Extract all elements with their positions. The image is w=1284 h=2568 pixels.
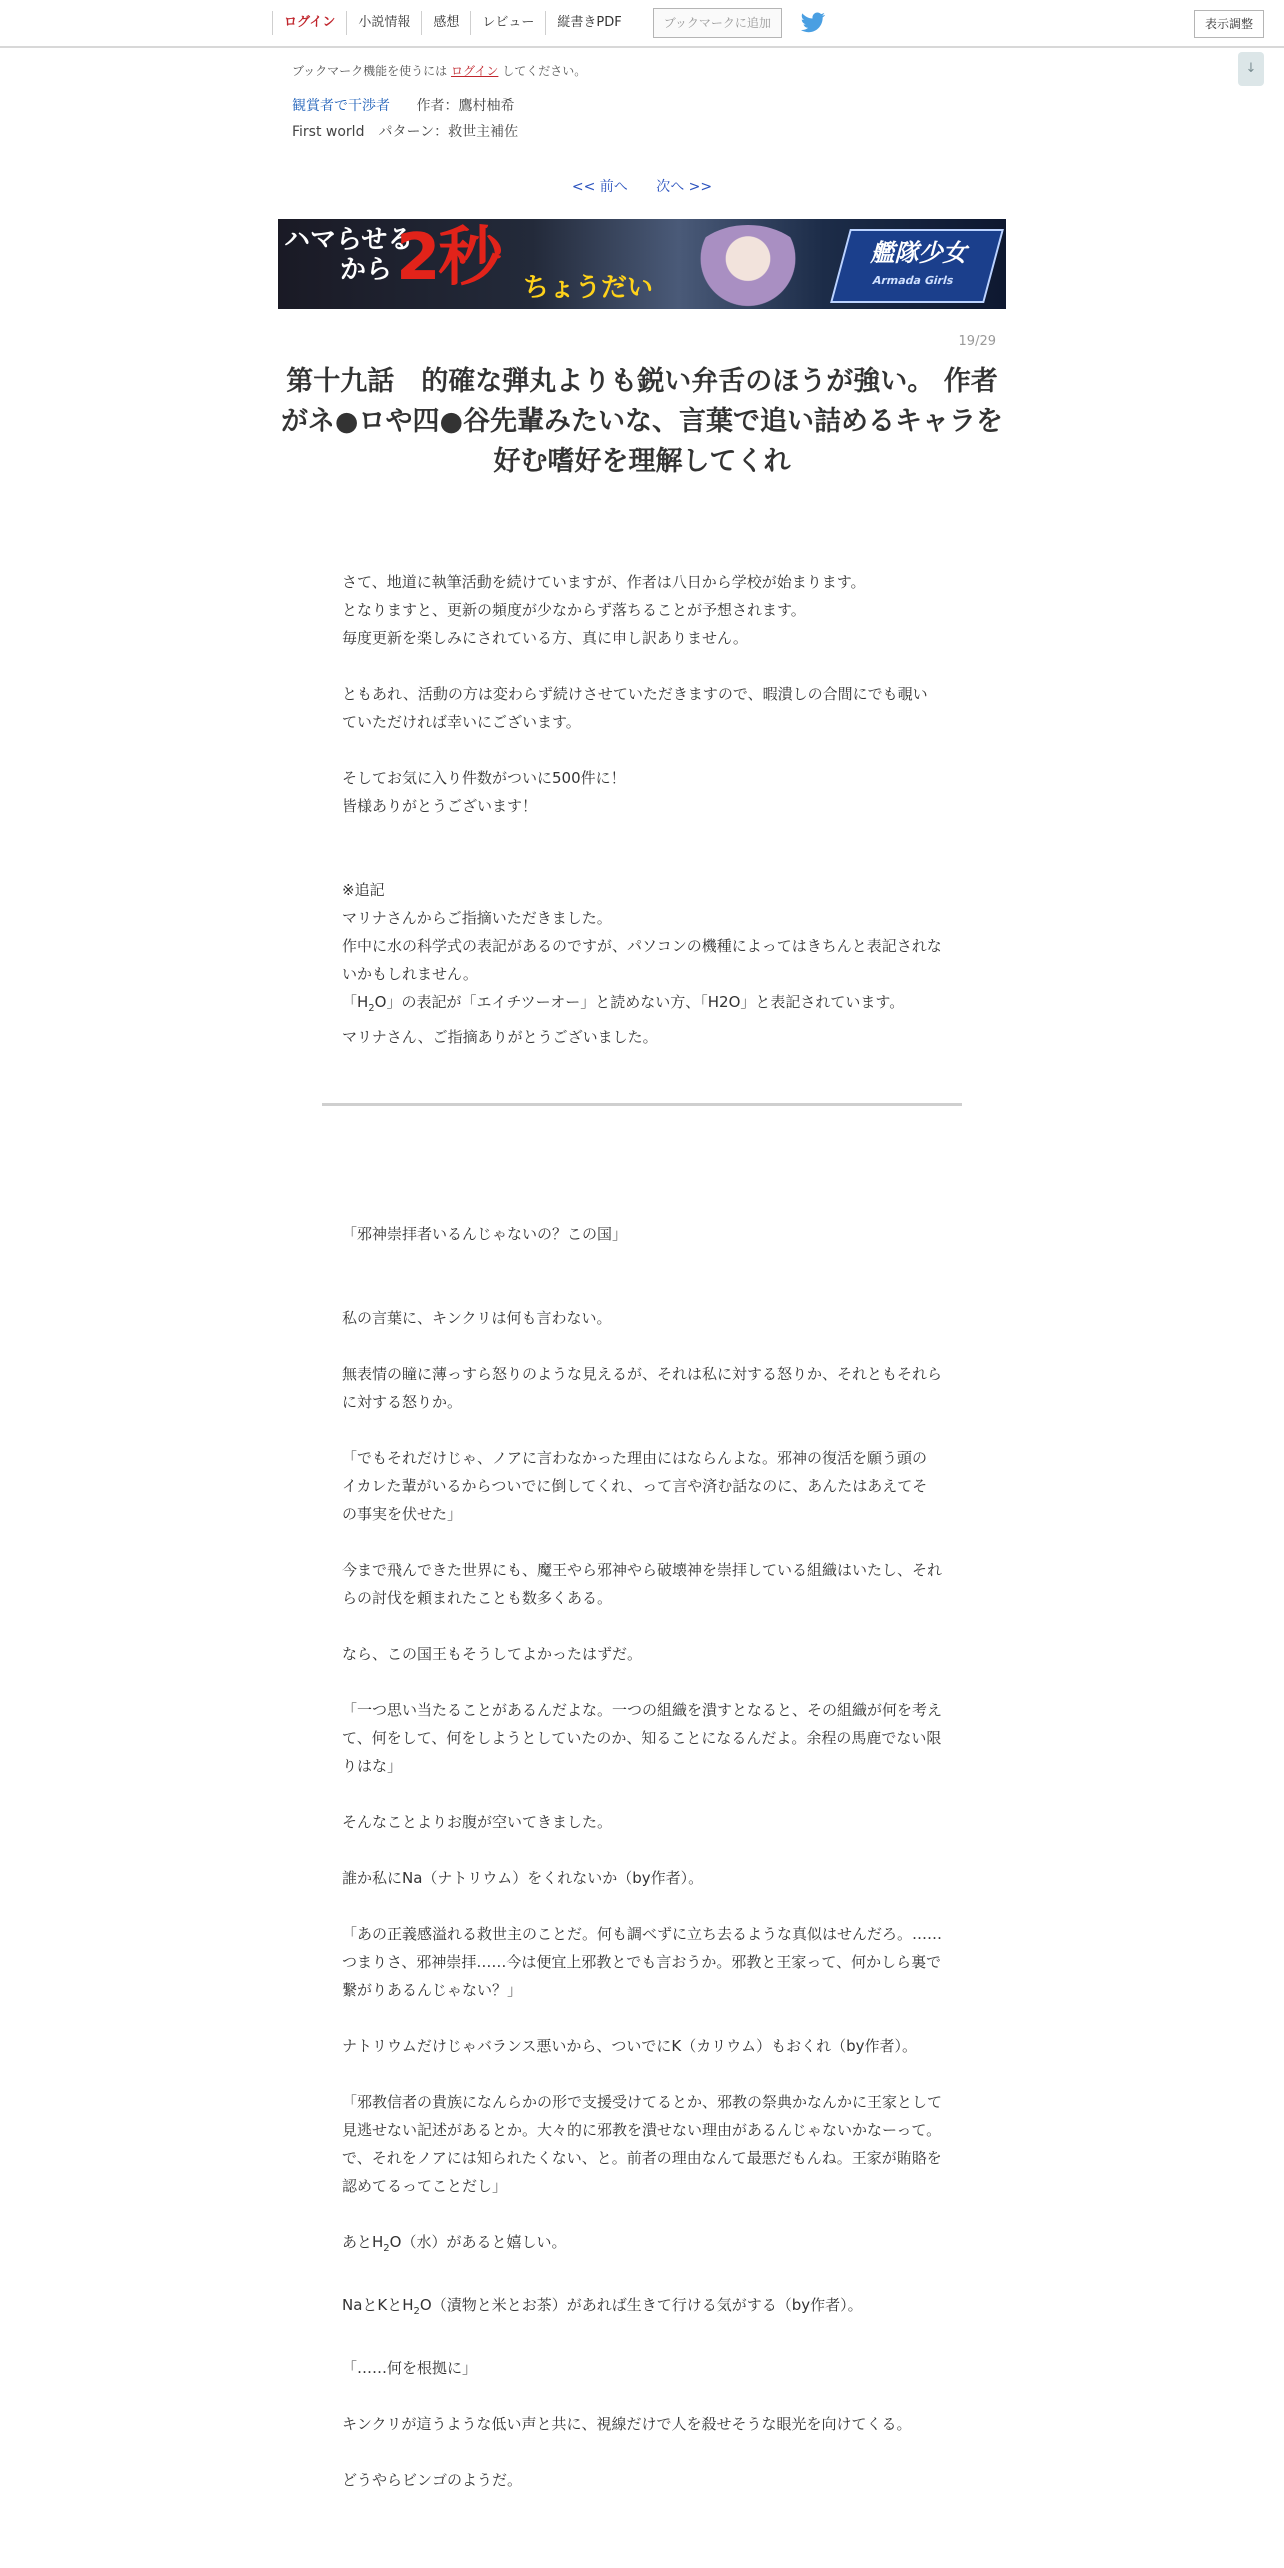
preface-line: そしてお気に入り件数がついに500件に！ — [342, 769, 626, 787]
body-paragraph: なら、この国王もそうしてよかったはずだ。 — [342, 1645, 643, 1663]
add-bookmark-button[interactable]: ブックマークに追加 — [653, 8, 782, 38]
series-label: First world パターン：救世主補佐 — [292, 124, 519, 140]
display-settings-button[interactable]: 表示調整 — [1194, 10, 1264, 38]
chapter-preface — [342, 568, 942, 1051]
preface-line: 「$H_2O$」の表記が「エイチツーオー」と読めない方、「H2O」と表記されています。 — [342, 993, 905, 1014]
nav-novel-info-link[interactable]: 小説情報 — [346, 11, 421, 35]
nav-review-link[interactable]: レビュー — [470, 11, 545, 35]
body-paragraph: 「邪教信者の貴族になんらかの形で支援受けてるとか、邪教の祭典かなんかに王家として見逃せない記述があるとか。大々的に邪教を潰せない理由があるんじゃないかなーって。で、それをノアには知られたくない、と。前者の理由なんて最悪だもんね。王家が賄賂を認めてるってことだし」 — [342, 2093, 943, 2195]
next-chapter-link[interactable]: 次へ >> — [656, 179, 713, 195]
top-navigation-bar — [0, 0, 1284, 48]
chapter-body — [342, 1220, 942, 2494]
bookmark-login-notice — [292, 62, 1012, 79]
nav-impressions-link[interactable]: 感想 — [421, 11, 470, 35]
nav-links — [272, 0, 826, 46]
ad-banner[interactable] — [278, 219, 1006, 309]
preface-line: マリナさんからご指摘いただきました。 — [342, 909, 612, 927]
body-paragraph: 「でもそれだけじゃ、ノアに言わなかった理由にはならんよな。邪神の復活を願う頭のイカレた輩がいるからついでに倒してくれ、って言や済む話なのに、あんたはあえてその事実を伏せた」 — [342, 1449, 928, 1523]
banner-big-text: 2秒 — [396, 221, 501, 295]
chapter-title: 第十九話 的確な弾丸よりも鋭い弁舌のほうが強い。 作者がネ●ロや四●谷先輩みたいな、言葉で追い詰めるキャラを好む嗜好を理解してくれ — [280, 366, 1004, 477]
notice-text-after: してください。 — [498, 64, 587, 78]
body-paragraph: 「……何を根拠に」 — [342, 2359, 478, 2377]
banner-logo-title: 艦隊少女 — [868, 239, 973, 267]
body-paragraph: 無表情の瞳に薄っすら怒りのような見えるが、それは私に対する怒りか、それともそれらに対する怒りか。 — [342, 1365, 943, 1411]
preface-line: 毎度更新を楽しみにされている方、真に申し訳ありません。 — [342, 629, 748, 647]
banner-text-line1: ハマらせる から — [284, 225, 414, 285]
body-paragraph: 私の言葉に、キンクリは何も言わない。 — [342, 1309, 612, 1327]
prev-chapter-link[interactable]: << 前へ — [571, 179, 628, 195]
body-paragraph: 今まで飛んできた世界にも、魔王やら邪神やら破壊神を崇拝している組織はいたし、それらの討伐を頼まれたことも数多くある。 — [342, 1561, 943, 1607]
body-paragraph: 「邪神崇拝者いるんじゃないの？この国」 — [342, 1225, 628, 1243]
scroll-down-icon[interactable]: ↓ — [1238, 52, 1264, 86]
body-paragraph: 「あの正義感溢れる救世主のことだ。何も調べずに立ち去るような真似はせんだろ。……つまりさ、邪神崇拝……今は便宜上邪教とでも言おうか。邪教と王家って、何かしら裏で繋がりあるんじゃない？」 — [342, 1925, 943, 1999]
preface-divider — [322, 1103, 962, 1106]
banner-character-image — [688, 225, 808, 309]
notice-login-link[interactable]: ログイン — [450, 64, 499, 78]
body-paragraph: ナトリウムだけじゃバランス悪いから、ついでにK（カリウム）もおくれ（by作者）。 — [342, 2037, 917, 2055]
notice-text-before: ブックマーク機能を使うには — [292, 64, 451, 78]
preface-line: ※追記 — [342, 881, 385, 899]
banner-game-logo — [830, 229, 1004, 303]
preface-line: 作中に水の科学式の表記があるのですが、パソコンの機種によってはきちんと表記されないかもしれません。 — [342, 937, 942, 983]
preface-line: マリナさん、ご指摘ありがとうございました。 — [342, 1028, 658, 1046]
novel-title-link[interactable]: 観賞者で干渉者 — [292, 98, 390, 114]
body-paragraph: NaとKと$H_2O$（漬物と米とお茶）があれば生きて行ける気がする（by作者）。 — [342, 2296, 863, 2317]
body-paragraph: あと$H_2O$（水）があると嬉しい。 — [342, 2233, 567, 2254]
preface-line: となりますと、更新の頻度が少なからず落ちることが予想されます。 — [342, 601, 806, 619]
author-name: 作者：鷹村柚希 — [416, 98, 515, 114]
body-paragraph: どうやらビンゴのようだ。 — [342, 2471, 523, 2489]
novel-info — [292, 62, 1012, 141]
preface-line: 皆様ありがとうございます！ — [342, 797, 538, 815]
banner-small-text: ちょうだい — [523, 273, 654, 303]
banner-logo-subtitle: Armada Girls — [871, 274, 956, 287]
preface-line: ともあれ、活動の方は変わらず続けさせていただきますので、暇潰しの合間にでも覗いていただければ幸いにございます。 — [342, 685, 928, 731]
nav-vertical-pdf-link[interactable]: 縦書きPDF — [545, 11, 632, 35]
novel-meta — [292, 95, 1012, 115]
twitter-icon[interactable] — [800, 12, 826, 34]
preface-line: さて、地道に執筆活動を続けていますが、作者は八日から学校が始まります。 — [342, 573, 866, 591]
chapter-pager — [0, 176, 1284, 196]
body-paragraph: 誰か私にNa（ナトリウム）をくれないか（by作者）。 — [342, 1869, 704, 1887]
body-paragraph: 「一つ思い当たることがあるんだよな。一つの組織を潰すとなると、その組織が何を考えて、何をして、何をしようとしていたのか、知ることになるんだよ。余程の馬鹿でない限りはな」 — [342, 1701, 943, 1775]
nav-login-link[interactable]: ログイン — [272, 11, 346, 35]
body-paragraph: キンクリが這うような低い声と共に、視線だけで人を殺せそうな眼光を向けてくる。 — [342, 2415, 912, 2433]
chapter-counter: 19/29 — [958, 334, 996, 349]
body-paragraph: そんなことよりお腹が空いてきました。 — [342, 1813, 613, 1831]
